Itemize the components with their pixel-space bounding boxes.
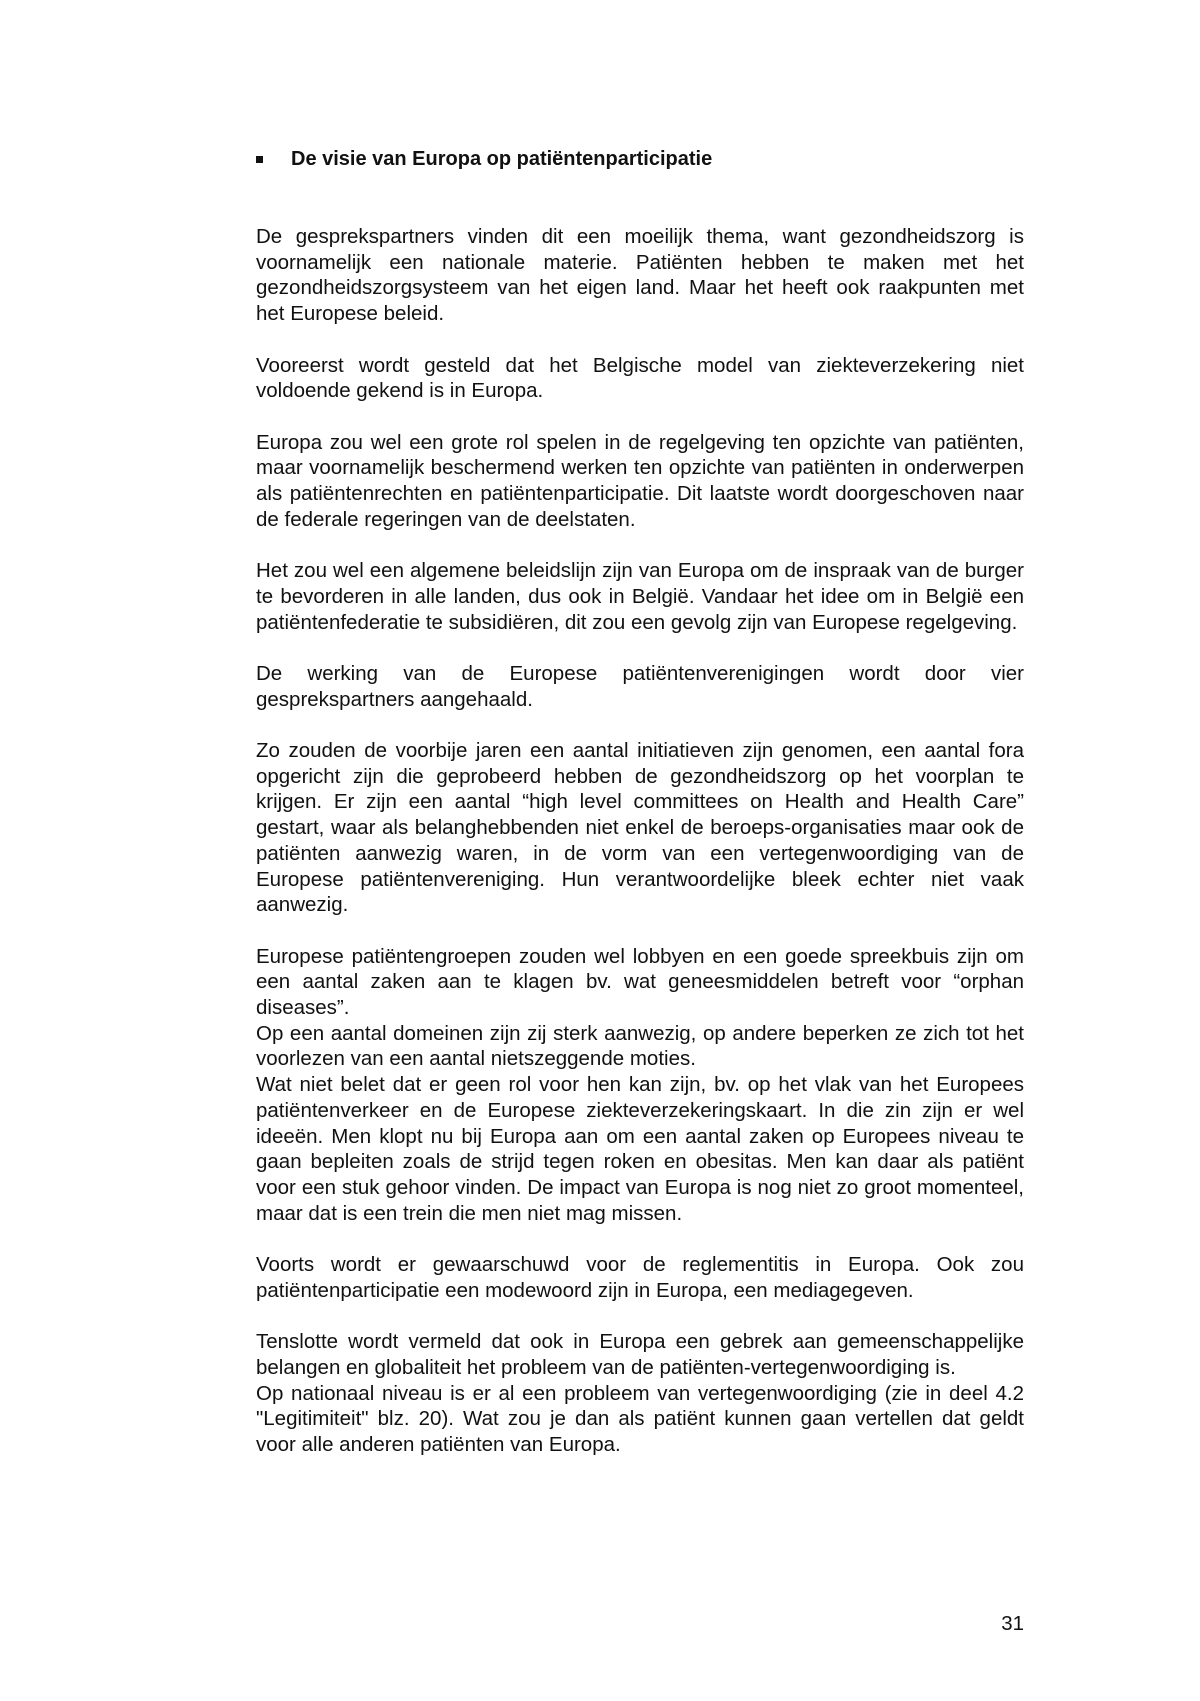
- paragraph: Tenslotte wordt vermeld dat ook in Europa een gebrek aan gemeenschappelijke belangen en globaliteit het probleem van de patiënten-vertegenwoordiging is.: [256, 1330, 1024, 1379]
- section-heading: [256, 147, 1016, 171]
- paragraph: Vooreerst wordt gesteld dat het Belgische model van ziekteverzekering niet voldoende gekend is in Europa.: [256, 353, 1024, 403]
- paragraph: Europese patiëntengroepen zouden wel lobbyen en een goede spreekbuis zijn om een aantal zaken aan te klagen bv. wat geneesmiddelen betreft voor “orphan diseases”.: [256, 944, 1024, 1019]
- section-heading-text: De visie van Europa op patiëntenparticipatie: [291, 148, 713, 170]
- square-bullet-icon: [256, 156, 263, 163]
- paragraph: Wat niet belet dat er geen rol voor hen kan zijn, bv. op het vlak van het Europees patiëntenverkeer en de Europese ziekteverzekeringskaart. In die zin zijn er wel ideeën. Men klopt nu bij Europa aan om een aantal zaken op Europees niveau te gaan bepleiten zoals de strijd tegen roken en obesitas. Men kan daar als patiënt voor een stuk gehoor vinden. De impact van Europa is nog niet zo groot momenteel, maar dat is een trein die men niet mag missen.: [256, 1073, 1024, 1225]
- page-number: 31: [1001, 1612, 1024, 1635]
- paragraph: De gesprekspartners vinden dit een moeilijk thema, want gezondheidszorg is voornamelijk een nationale materie. Patiënten hebben te maken met het gezondheidszorgsysteem van het eigen land. Maar het heeft ook raakpunten met het Europese beleid.: [256, 225, 1024, 326]
- paragraph: Zo zouden de voorbije jaren een aantal initiatieven zijn genomen, een aantal fora opgericht zijn die geprobeerd hebben de gezondheidszorg op het voorplan te krijgen. Er zijn een aantal “high level committees on Health and Health Care” gestart, waar als belanghebbenden niet enkel de beroeps-organisaties maar ook de patiënten aanwezig waren, in de vorm van een vertegenwoordiging van de Europese patiëntenvereniging. Hun verantwoordelijke bleek echter niet vaak aanwezig.: [256, 738, 1024, 917]
- paragraph: Het zou wel een algemene beleidslijn zijn van Europa om de inspraak van de burger te bevorderen in alle landen, dus ook in België. Vandaar het idee om in België een patiëntenfederatie te subsidiëren, dit zou een gevolg zijn van Europese regelgeving.: [256, 559, 1024, 634]
- paragraph: Europa zou wel een grote rol spelen in de regelgeving ten opzichte van patiënten, maar voornamelijk beschermend werken ten opzichte van patiënten in onderwerpen als patiëntenrechten en patiëntenparticipatie. Dit laatste wordt doorgeschoven naar de federale regeringen van de deelstaten.: [256, 430, 1024, 531]
- body-text: [256, 224, 1024, 1458]
- paragraph: Op nationaal niveau is er al een probleem van vertegenwoordiging (zie in deel 4.2 "Legitimiteit" blz. 20). Wat zou je dan als patiënt kunnen gaan vertellen dat geldt voor alle anderen patiënten van Europa.: [256, 1381, 1024, 1456]
- paragraph: Voorts wordt er gewaarschuwd voor de reglementitis in Europa. Ook zou patiëntenparticipatie een modewoord zijn in Europa, een mediagegeven.: [256, 1253, 1024, 1302]
- paragraph: Op een aantal domeinen zijn zij sterk aanwezig, op andere beperken ze zich tot het voorlezen van een aantal nietszeggende moties.: [256, 1021, 1024, 1071]
- paragraph: De werking van de Europese patiëntenverenigingen wordt door vier gesprekspartners aangehaald.: [256, 661, 1024, 711]
